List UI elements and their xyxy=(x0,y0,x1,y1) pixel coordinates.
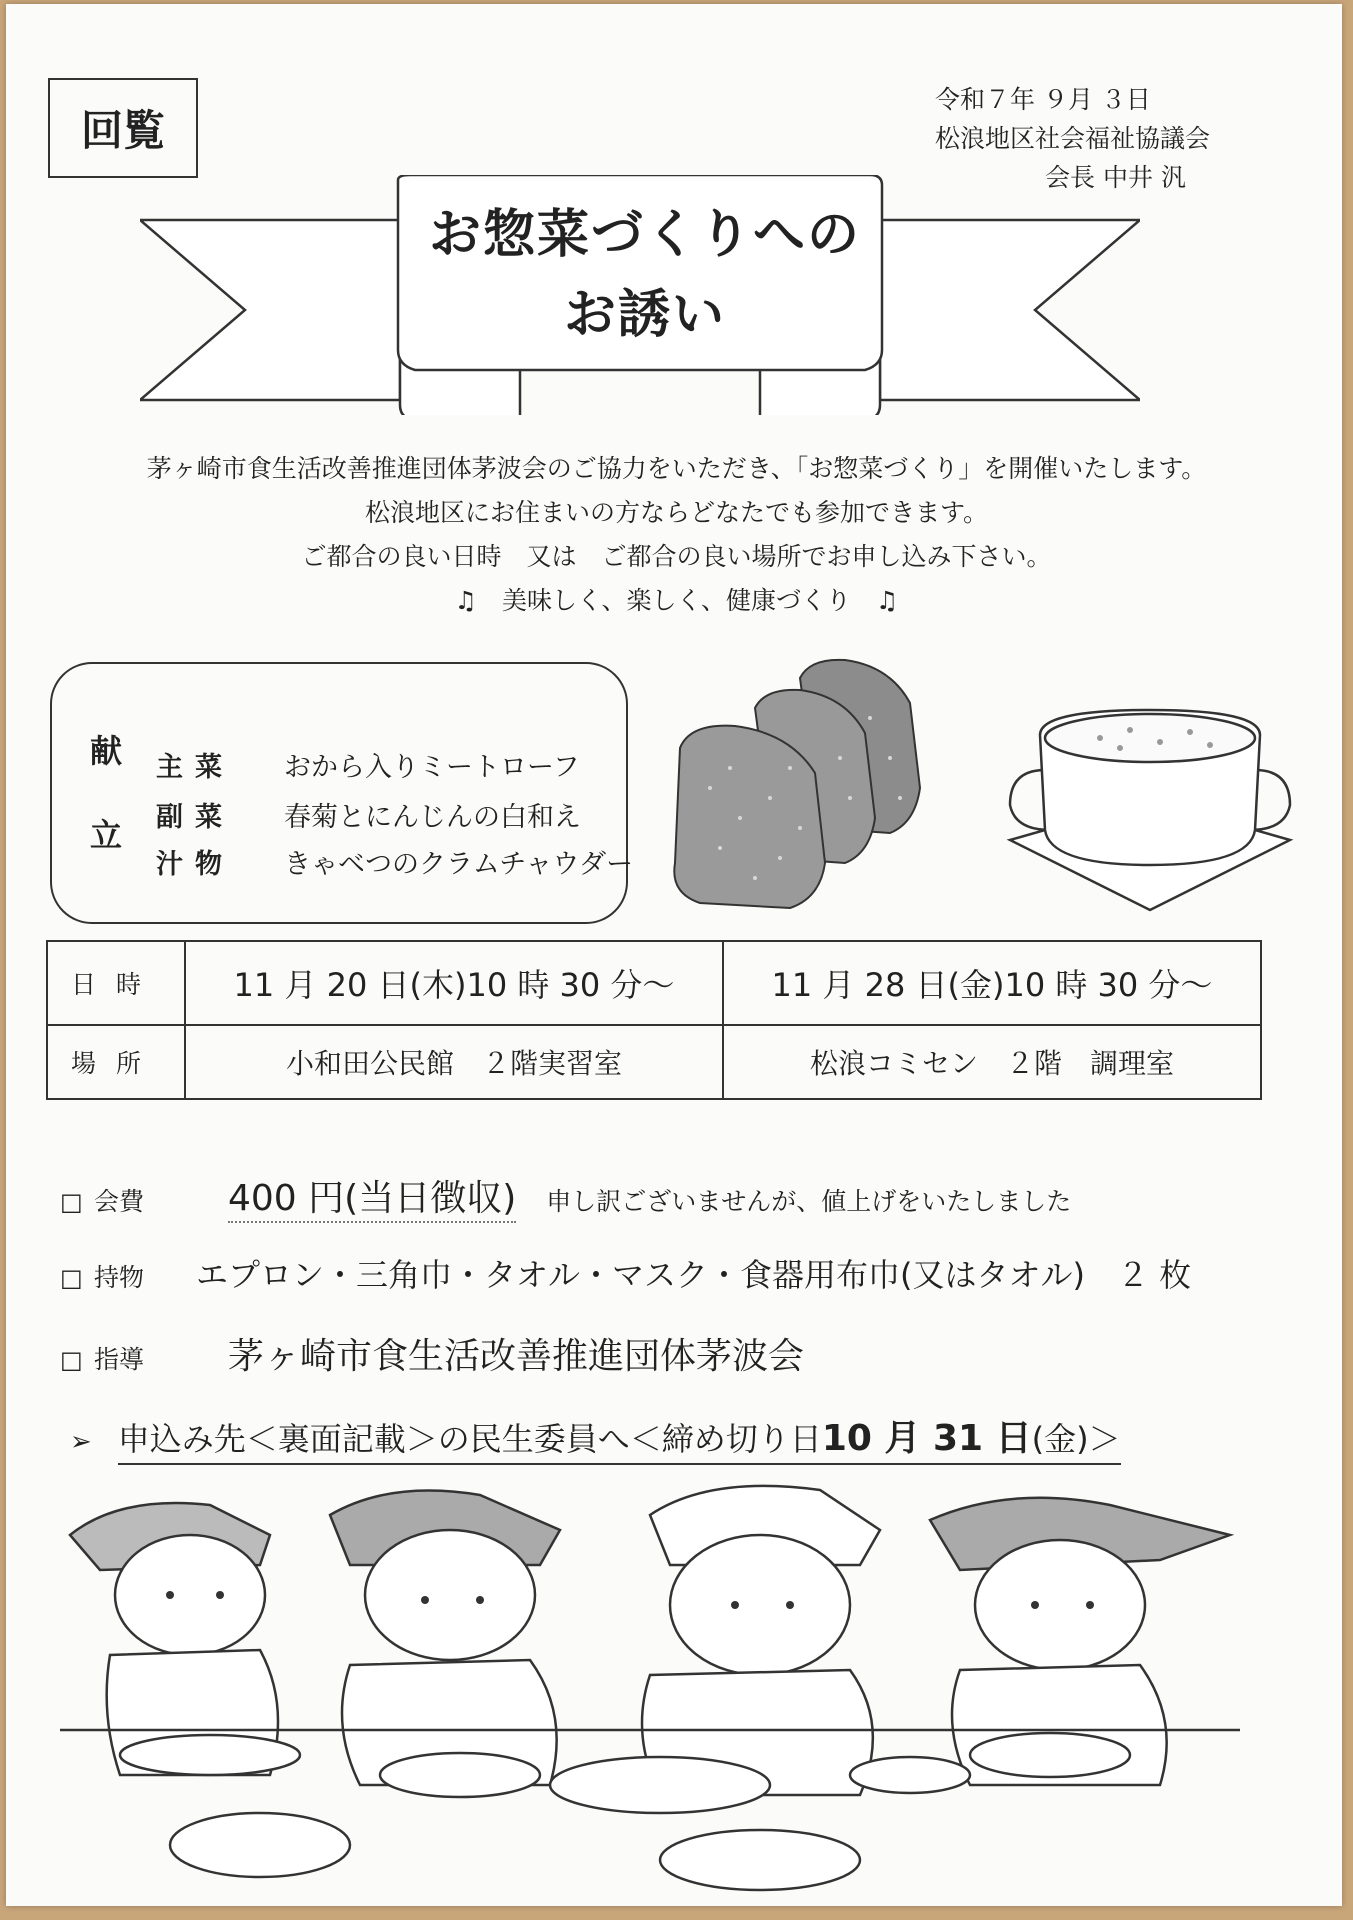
schedule-table xyxy=(46,940,1262,1100)
date-header: 日時 xyxy=(47,941,185,1025)
menu-category: 汁物 xyxy=(156,849,234,880)
arrow-icon: ➢ xyxy=(70,1427,92,1457)
fee-note: 申し訳ございませんが、値上げをいたしました xyxy=(546,1187,1072,1216)
menu-vertical-label-1: 献 xyxy=(90,732,123,770)
fee-amount: 400 円(当日徴収) xyxy=(228,1170,516,1223)
guide-row xyxy=(60,1328,804,1379)
checkbox-icon: □ xyxy=(60,1346,83,1374)
session1-date: 11 月 20 日(木)10 時 30 分～ xyxy=(185,941,723,1025)
fee-label: 会費 xyxy=(94,1187,145,1216)
checkbox-icon: □ xyxy=(60,1264,83,1292)
session1-place: 小和田公民館 ２階実習室 xyxy=(185,1025,723,1099)
menu-category: 主菜 xyxy=(156,752,234,783)
menu-dish: 春菊とにんじんの白和え xyxy=(284,802,581,833)
bread-loaf-icon xyxy=(660,648,990,918)
session2-date: 11 月 28 日(金)10 時 30 分～ xyxy=(723,941,1261,1025)
application-suffix: (金)＞ xyxy=(1031,1420,1121,1458)
flyer-title xyxy=(400,195,890,355)
intro-line-4: ♫ 美味しく、楽しく、健康づくり ♫ xyxy=(454,586,899,615)
intro-line-3: ご都合の良い日時 又は ご都合の良い場所でお申し込み下さい。 xyxy=(301,542,1052,571)
items-row xyxy=(60,1250,1191,1296)
title-line-1: お惣菜づくりへの xyxy=(428,205,861,265)
menu-item xyxy=(156,842,633,881)
intro-line-1: 茅ヶ崎市食生活改善推進団体茅波会のご協力をいただき、「お惣菜づくり」を開催いたします。 xyxy=(146,454,1207,483)
menu-dish: きゃベつのクラムチャウダー xyxy=(284,849,634,880)
circulation-label: 回覧 xyxy=(48,78,198,178)
items-label: 持物 xyxy=(94,1263,145,1292)
schedule-row-place xyxy=(47,1025,1261,1099)
application-deadline: 10 月 31 日 xyxy=(821,1418,1032,1459)
issue-date: 令和７年 ９月 ３日 xyxy=(935,85,1151,114)
menu-item xyxy=(156,795,581,834)
title-line-2: お誘い xyxy=(563,285,726,345)
cooking-people-icon xyxy=(60,1475,1240,1895)
menu-category: 副菜 xyxy=(156,802,234,833)
application-text xyxy=(118,1410,1121,1465)
application-info xyxy=(70,1410,1121,1465)
intro-text xyxy=(0,447,1353,623)
menu-item xyxy=(156,745,580,784)
application-prefix: 申込み先＜裏面記載＞の民生委員へ＜締め切り日 xyxy=(117,1420,822,1458)
president-name: 会長 中井 汎 xyxy=(1045,163,1186,192)
guide-value: 茅ヶ崎市食生活改善推進団体茅波会 xyxy=(228,1336,805,1377)
fee-row xyxy=(60,1170,1071,1223)
menu-box xyxy=(50,662,628,924)
items-value: エプロン・三角巾・タオル・マスク・食器用布巾(又はタオル) ２ 枚 xyxy=(196,1256,1192,1294)
checkbox-icon: □ xyxy=(60,1188,83,1216)
menu-dish: おから入りミートローフ xyxy=(284,752,580,783)
schedule-row-date xyxy=(47,941,1261,1025)
guide-label: 指導 xyxy=(94,1345,145,1374)
chowder-bowl-icon xyxy=(1000,690,1300,920)
intro-line-2: 松浪地区にお住まいの方ならどなたでも参加できます。 xyxy=(364,498,988,527)
place-header: 場所 xyxy=(47,1025,185,1099)
session2-place: 松浪コミセン ２階 調理室 xyxy=(723,1025,1261,1099)
organization-name: 松浪地区社会福祉協議会 xyxy=(935,124,1211,153)
menu-vertical-label-2: 立 xyxy=(90,816,123,854)
